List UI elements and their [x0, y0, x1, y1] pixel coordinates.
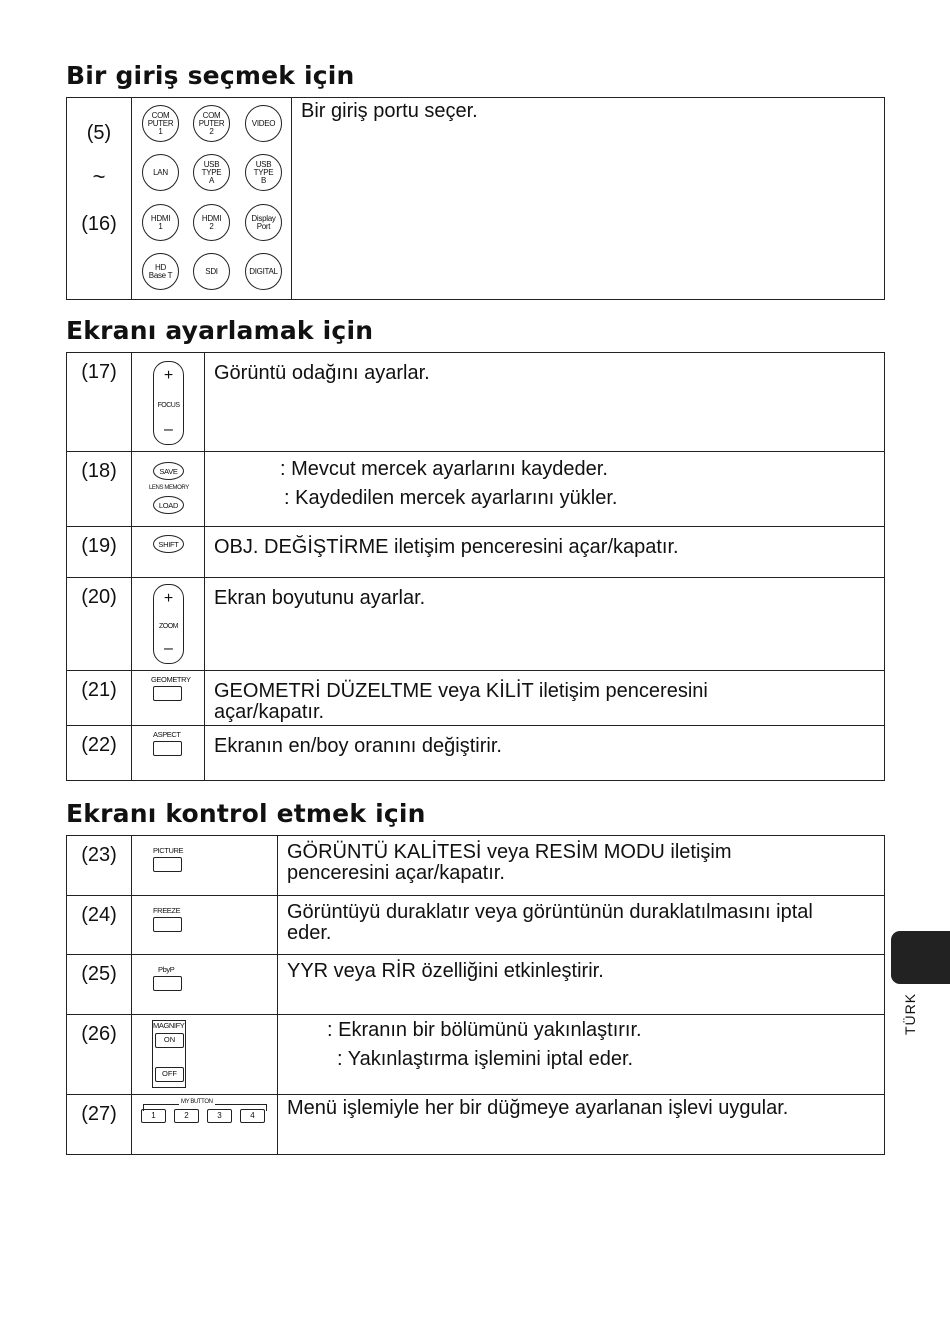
- magnify-label: MAGNIFY: [153, 1021, 185, 1030]
- row-description: Menü işlemiyle her bir düğmeye ayarlanan işlevi uygular.: [278, 1095, 885, 1155]
- section-title-input: Bir giriş seçmek için: [66, 61, 355, 90]
- focus-rocker-cell: [132, 353, 205, 452]
- description-line-1: GÖRÜNTÜ KALİTESİ veya RESİM MODU iletişim: [287, 841, 732, 863]
- table-row: [67, 1015, 885, 1095]
- table-row: [67, 527, 885, 578]
- zoom-rocker[interactable]: [153, 584, 184, 664]
- section-title-screen-control: Ekranı kontrol etmek için: [66, 799, 426, 828]
- hdbaset-button[interactable]: HD Base T: [142, 253, 179, 290]
- geometry-button[interactable]: [153, 686, 182, 701]
- hdmi1-button[interactable]: HDMI 1: [142, 204, 179, 241]
- table-row: [67, 671, 885, 726]
- picture-button[interactable]: [153, 857, 182, 872]
- description-line-1: GEOMETRİ DÜZELTME veya KİLİT iletişim penceresini: [214, 680, 708, 702]
- my-button-1[interactable]: 1: [141, 1109, 166, 1123]
- language-tab-marker: [891, 931, 950, 984]
- row-description: [278, 836, 885, 896]
- computer2-button[interactable]: COM PUTER 2: [193, 105, 230, 142]
- table-row: [67, 1095, 885, 1155]
- my-button-3[interactable]: 3: [207, 1109, 232, 1123]
- aspect-label: ASPECT: [153, 730, 181, 739]
- lens-memory-label: LENS MEMORY: [149, 485, 189, 491]
- description-line-2: açar/kapatır.: [214, 701, 325, 723]
- language-tab-label: TÜRK: [902, 992, 918, 1035]
- row-number: (19): [67, 527, 132, 578]
- digital-button[interactable]: DIGITAL: [245, 253, 282, 290]
- row-number: (27): [67, 1095, 132, 1155]
- freeze-cell: [132, 896, 278, 955]
- row-description: [278, 896, 885, 955]
- focus-label: FOCUS: [157, 402, 180, 409]
- zoom-rocker-cell: [132, 578, 205, 671]
- row-number: (23): [67, 836, 132, 896]
- row-number: (24): [67, 896, 132, 955]
- row-number: (22): [67, 726, 132, 781]
- video-button[interactable]: VIDEO: [245, 105, 282, 142]
- row-number: (18): [67, 452, 132, 527]
- range-tilde: ~: [92, 164, 106, 189]
- picture-cell: [132, 836, 278, 896]
- row-number: (21): [67, 671, 132, 726]
- focus-rocker[interactable]: [153, 361, 184, 445]
- description-line-2: eder.: [287, 922, 332, 944]
- pbyp-label: PbyP: [158, 965, 175, 974]
- row-description: Ekran boyutunu ayarlar.: [205, 578, 885, 671]
- row-description: [205, 671, 885, 726]
- my-button-2[interactable]: 2: [174, 1109, 199, 1123]
- magnify-off-button[interactable]: OFF: [155, 1067, 184, 1082]
- screen-control-table: [66, 835, 885, 1155]
- lan-button[interactable]: LAN: [142, 154, 179, 191]
- table-row: [67, 452, 885, 527]
- geometry-cell: [132, 671, 205, 726]
- sdi-button[interactable]: SDI: [193, 253, 230, 290]
- magnify-cell: [132, 1015, 278, 1095]
- usb-type-a-button[interactable]: USB TYPE A: [193, 154, 230, 191]
- table-row: [67, 578, 885, 671]
- row-number-start: (5): [86, 122, 112, 144]
- my-button-cell: [132, 1095, 278, 1155]
- aspect-button[interactable]: [153, 741, 182, 756]
- displayport-button[interactable]: Display Port: [245, 204, 282, 241]
- magnify-on-description: : Ekranın bir bölümünü yakınlaştırır.: [327, 1019, 642, 1041]
- geometry-label: GEOMETRY: [151, 675, 191, 684]
- load-button[interactable]: LOAD: [153, 496, 184, 514]
- row-description: [278, 1015, 885, 1095]
- section-title-screen-adjust: Ekranı ayarlamak için: [66, 316, 374, 345]
- description-line-2: penceresini açar/kapatır.: [287, 862, 505, 884]
- computer1-button[interactable]: COM PUTER 1: [142, 105, 179, 142]
- hdmi2-button[interactable]: HDMI 2: [193, 204, 230, 241]
- table-row: [67, 353, 885, 452]
- pbyp-cell: [132, 955, 278, 1015]
- table-row: [67, 836, 885, 896]
- description-line-1: Görüntüyü duraklatır veya görüntünün duraklatılmasını iptal: [287, 901, 813, 923]
- save-button[interactable]: SAVE: [153, 462, 184, 480]
- row-description: [205, 452, 885, 527]
- row-number: (25): [67, 955, 132, 1015]
- plus-icon[interactable]: +: [163, 590, 174, 607]
- minus-icon[interactable]: –: [164, 640, 173, 657]
- row-description: Görüntü odağını ayarlar.: [205, 353, 885, 452]
- table-row: [67, 955, 885, 1015]
- row-description: OBJ. DEĞİŞTİRME iletişim penceresini açar/kapatır.: [205, 527, 885, 578]
- freeze-button[interactable]: [153, 917, 182, 932]
- pbyp-button[interactable]: [153, 976, 182, 991]
- row-number: [67, 98, 132, 300]
- aspect-cell: [132, 726, 205, 781]
- shift-button[interactable]: SHIFT: [153, 535, 184, 553]
- table-row: [67, 726, 885, 781]
- lens-memory-cell: [132, 452, 205, 527]
- picture-label: PICTURE: [153, 846, 184, 855]
- shift-cell: [132, 527, 205, 578]
- table-row: [67, 98, 885, 300]
- input-table: [66, 97, 885, 300]
- my-button-label: MY BUTTON: [181, 1099, 213, 1105]
- row-number-end: (16): [81, 213, 117, 235]
- screen-adjust-table: [66, 352, 885, 781]
- zoom-label: ZOOM: [159, 623, 178, 630]
- row-number: (17): [67, 353, 132, 452]
- magnify-on-button[interactable]: ON: [155, 1033, 184, 1048]
- table-row: [67, 896, 885, 955]
- row-description: YYR veya RİR özelliğini etkinleştirir.: [278, 955, 885, 1015]
- plus-icon[interactable]: +: [163, 367, 174, 384]
- row-number: (20): [67, 578, 132, 671]
- row-description: Ekranın en/boy oranını değiştirir.: [205, 726, 885, 781]
- minus-icon[interactable]: –: [164, 421, 173, 438]
- row-number: (26): [67, 1015, 132, 1095]
- my-button-4[interactable]: 4: [240, 1109, 265, 1123]
- freeze-label: FREEZE: [153, 906, 181, 915]
- row-description: Bir giriş portu seçer.: [292, 98, 885, 300]
- save-description: : Mevcut mercek ayarlarını kaydeder.: [280, 458, 608, 480]
- load-description: : Kaydedilen mercek ayarlarını yükler.: [284, 487, 618, 509]
- magnify-off-description: : Yakınlaştırma işlemini iptal eder.: [337, 1048, 634, 1070]
- input-buttons-cell: [132, 98, 292, 300]
- usb-type-b-button[interactable]: USB TYPE B: [245, 154, 282, 191]
